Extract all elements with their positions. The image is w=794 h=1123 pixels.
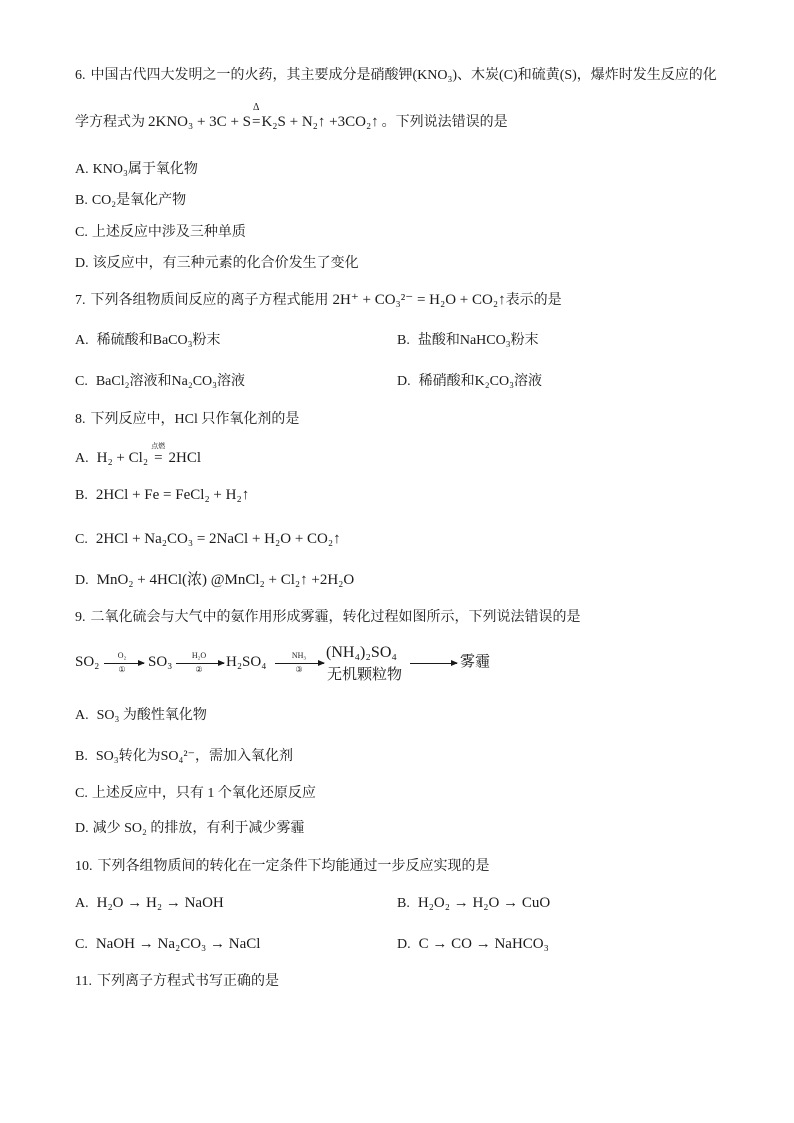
option-text: BaCl₂溶液和Na₂CO₃溶液: [95, 374, 246, 389]
option-text: 盐酸和NaHCO₃粉末: [417, 333, 539, 348]
option-label: B.: [75, 488, 88, 503]
option-c: [75, 223, 246, 243]
option-label: A.: [75, 896, 89, 911]
option-text: SO₃转化为SO₄²⁻，需加入氧化剂: [95, 749, 293, 764]
ionic-equation: 2H⁺ + CO₃²⁻ = H₂O + CO₂↑: [332, 292, 506, 308]
conversion-diagram: [75, 640, 495, 690]
option-b: [75, 485, 249, 505]
question-number: 6.: [75, 68, 86, 83]
option-d: [397, 934, 549, 954]
question-stem-text: 下列离子方程式书写正确的是: [96, 974, 279, 989]
option-c: [75, 372, 245, 392]
question-stem-text: 学方程式为: [75, 115, 145, 130]
option-label: B.: [75, 193, 88, 208]
final-product: 雾霾: [460, 654, 491, 670]
arrow-reagent-label: O₂: [117, 651, 127, 660]
question-stem: [75, 972, 279, 992]
question-stem-text: 表示的是: [505, 293, 562, 308]
equation-products: K₂S + N₂↑ +3CO₂↑: [261, 114, 379, 130]
option-text: CO₂是氧化产物: [91, 193, 187, 208]
option-d: [397, 372, 542, 392]
option-text: 该反应中，有三种元素的化合价发生了变化: [92, 256, 359, 271]
reaction-arrow: [176, 663, 224, 664]
option-text: MnO₂ + 4HCl(浓) @MnCl₂ + Cl₂↑ +2H₂O: [96, 572, 355, 588]
long-arrow: [410, 663, 457, 664]
option-label: B.: [397, 333, 410, 348]
option-text: H₂O₂ → H₂O → CuO: [417, 895, 551, 911]
option-d: [75, 570, 354, 590]
option-label: D.: [397, 937, 411, 952]
option-b: [75, 191, 186, 211]
reaction-arrow: [104, 663, 144, 664]
option-text: H₂O → H₂ → NaOH: [96, 895, 224, 911]
option-label: C.: [75, 532, 88, 547]
option-a: [75, 893, 224, 913]
option-text: 减少 SO₂ 的排放，有利于减少雾霾: [92, 821, 305, 836]
option-text: 2HCl + Fe = FeCl₂ + H₂↑: [95, 487, 250, 503]
option-c: [75, 784, 316, 804]
question-stem-text: 。下列说法错误的是: [381, 115, 508, 130]
question-number: 8.: [75, 412, 86, 427]
question-number: 11.: [75, 974, 92, 989]
arrow-step-label: ②: [195, 665, 203, 674]
question-stem: [75, 410, 299, 430]
question-number: 7.: [75, 293, 86, 308]
question-number: 9.: [75, 610, 86, 625]
option-label: B.: [397, 896, 410, 911]
option-label: A.: [75, 333, 89, 348]
option-text: NaOH → Na₂CO₃ → NaCl: [95, 936, 261, 952]
option-label: A.: [75, 451, 89, 466]
option-label: C.: [75, 225, 88, 240]
option-a: [75, 442, 202, 468]
reaction-condition: Δ: [253, 102, 260, 113]
option-label: C.: [75, 786, 88, 801]
question-stem: [75, 857, 490, 877]
question-stem: [75, 290, 562, 310]
equation-reactants: H₂ + Cl₂: [96, 450, 149, 466]
question-stem: [75, 608, 581, 628]
option-text: KNO₃属于氧化物: [92, 162, 198, 177]
option-d: [75, 254, 359, 274]
option-text: C → CO → NaHCO₃: [418, 936, 549, 952]
question-stem-text: 下列各组物质间的转化在一定条件下均能通过一步反应实现的是: [97, 859, 490, 874]
equation-sign-with-condition: [151, 442, 166, 468]
species-label: H₂SO₄: [226, 654, 267, 670]
equation-sign-with-condition: [252, 102, 261, 132]
product-formula: (NH₄)₂SO₄: [326, 644, 397, 661]
option-a: [75, 331, 221, 351]
equals-sign: =: [154, 450, 163, 466]
reaction-arrow: [275, 663, 324, 664]
species-label: SO₃: [148, 654, 173, 670]
option-label: D.: [75, 821, 89, 836]
equals-sign: =: [252, 114, 261, 130]
option-c: [75, 529, 341, 549]
question-stem-text: 下列各组物质间反应的离子方程式能用: [90, 293, 329, 308]
option-label: C.: [75, 374, 88, 389]
option-text: 稀硝酸和K₂CO₃溶液: [418, 374, 542, 389]
question-stem-text: 二氧化硫会与大气中的氨作用形成雾霾，转化过程如图所示，下列说法错误的是: [90, 610, 581, 625]
question-stem-line-2: [75, 102, 508, 132]
species-label: SO₂: [75, 654, 100, 670]
option-label: A.: [75, 162, 89, 177]
option-a: [75, 706, 207, 726]
option-label: B.: [75, 749, 88, 764]
option-a: [75, 160, 198, 180]
equation-products: 2HCl: [168, 450, 202, 466]
arrow-reagent-label: H₂O: [191, 651, 207, 660]
option-b: [397, 331, 539, 351]
question-number: 10.: [75, 859, 93, 874]
arrow-step-label: ③: [295, 665, 303, 674]
arrow-step-label: ①: [118, 665, 126, 674]
option-text: 2HCl + Na₂CO₃ = 2NaCl + H₂O + CO₂↑: [95, 531, 341, 547]
option-text: SO₃ 为酸性氧化物: [96, 708, 207, 723]
option-label: C.: [75, 937, 88, 952]
option-text: 上述反应中涉及三种单质: [91, 225, 246, 240]
option-text: 上述反应中，只有 1 个氧化还原反应: [91, 786, 316, 801]
option-label: A.: [75, 708, 89, 723]
option-b: [397, 893, 550, 913]
option-label: D.: [397, 374, 411, 389]
option-d: [75, 819, 304, 839]
question-stem-text: 下列反应中，HCl 只作氧化剂的是: [90, 412, 300, 427]
question-stem-line-1: [75, 66, 717, 86]
option-label: D.: [75, 256, 89, 271]
option-text: 稀硫酸和BaCO₃粉末: [96, 333, 221, 348]
option-b: [75, 747, 293, 767]
equation-reactants: 2KNO₃ + 3C + S: [148, 114, 251, 130]
product-note: 无机颗粒物: [327, 667, 403, 683]
reaction-condition: 点燃: [151, 442, 166, 450]
option-c: [75, 934, 260, 954]
option-label: D.: [75, 573, 89, 588]
question-stem-text: 中国古代四大发明之一的火药，其主要成分是硝酸钾(KNO₃)、木炭(C)和硫黄(S)，爆炸时发生反应的化: [90, 68, 717, 83]
arrow-reagent-label: NH₃: [291, 651, 307, 660]
